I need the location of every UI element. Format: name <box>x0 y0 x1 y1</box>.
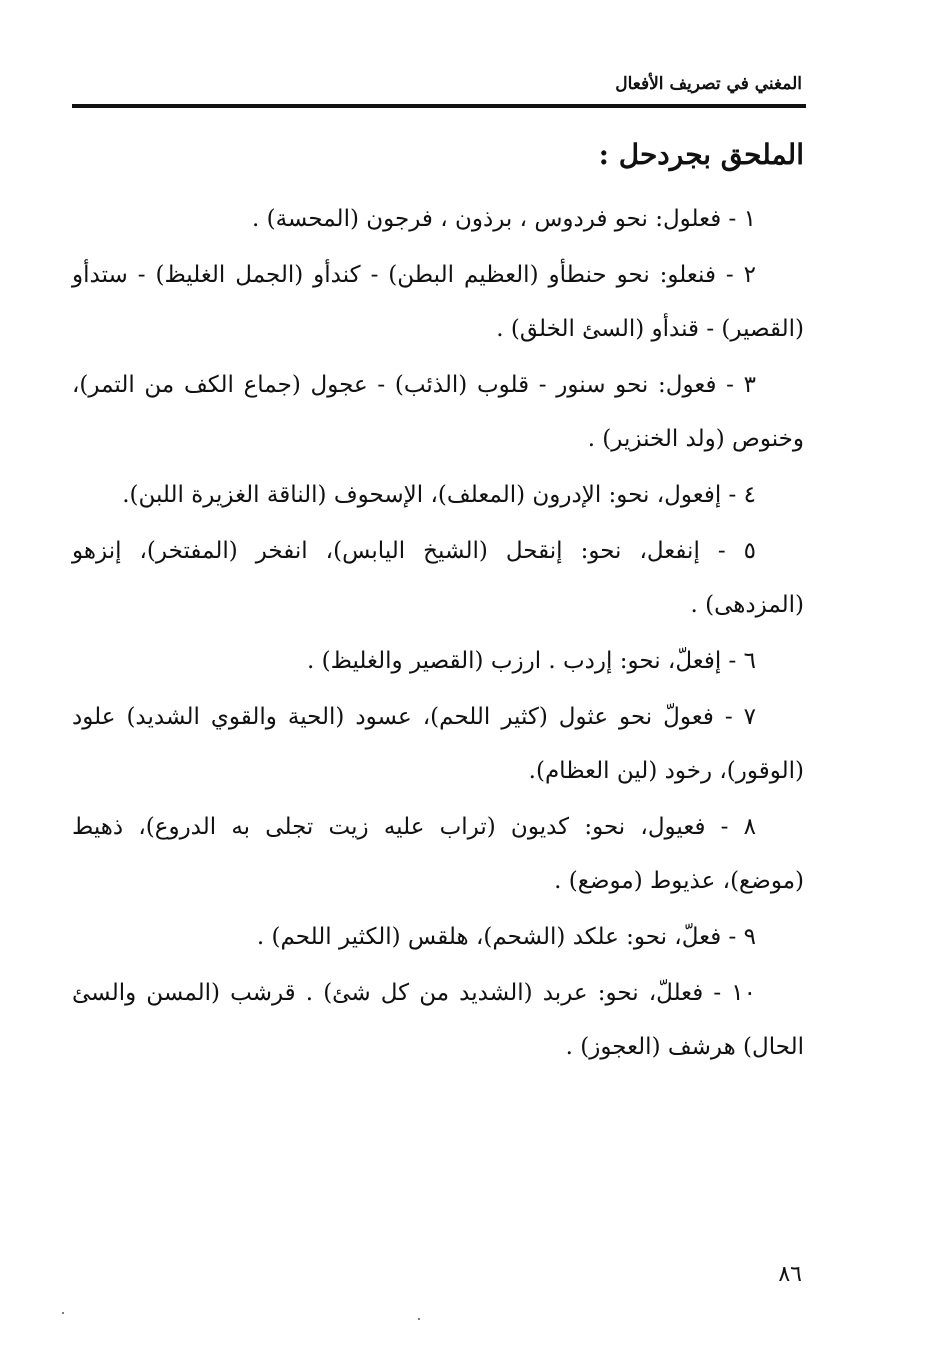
scan-speck <box>418 1318 420 1320</box>
entry-2: ٢ - فنعلو: نحو حنطأو (العظيم البطن) - كندأو (الجمل الغليظ) - ستدأو (القصير) - قندأو (السئ الخلق) . <box>72 262 804 342</box>
entry-7: ٧ - فعولّ نحو عثول (كثير اللحم)، عسود (الحية والقوي الشديد) علود (الوقور)، رخود (لين العظام). <box>72 704 804 784</box>
entry-3: ٣ - فعول: نحو سنور - قلوب (الذئب) - عجول (جماع الكف من التمر)، وخنوص (ولد الخنزير) . <box>72 372 804 452</box>
entry-1: ١ - فعلول: نحو فردوس ، برذون ، فرجون (المحسة) . <box>251 206 756 232</box>
page-content <box>72 124 804 1076</box>
entry-8: ٨ - فعيول، نحو: كديون (تراب عليه زيت تجلى به الدروع)، ذهيط (موضع)، عذيوط (موضع) . <box>72 814 804 894</box>
section-title: الملحق بجردحل : <box>598 138 804 171</box>
entry-4: ٤ - إفعول، نحو: الإدرون (المعلف)، الإسحوف (الناقة الغزيرة اللبن). <box>122 482 756 508</box>
scan-speck <box>62 1312 64 1314</box>
entry-9: ٩ - فعلّ، نحو: علكد (الشحم)، هلقس (الكثير اللحم) . <box>256 924 756 950</box>
page-number: ٨٦ <box>778 1262 802 1287</box>
header-rule <box>72 104 806 108</box>
entry-5: ٥ - إنفعل، نحو: إنقحل (الشيخ اليابس)، انفخر (المفتخر)، إنزهو (المزدهى) . <box>72 538 804 618</box>
entry-6: ٦ - إفعلّ، نحو: إردب . ارزب (القصير والغليظ) . <box>307 648 756 674</box>
running-header-title: المغني في تصريف الأفعال <box>615 74 802 94</box>
entry-10: ١٠ - فعللّ، نحو: عربد (الشديد من كل شئ) . قرشب (المسن والسئ الحال) هرشف (العجوز) . <box>72 980 804 1060</box>
